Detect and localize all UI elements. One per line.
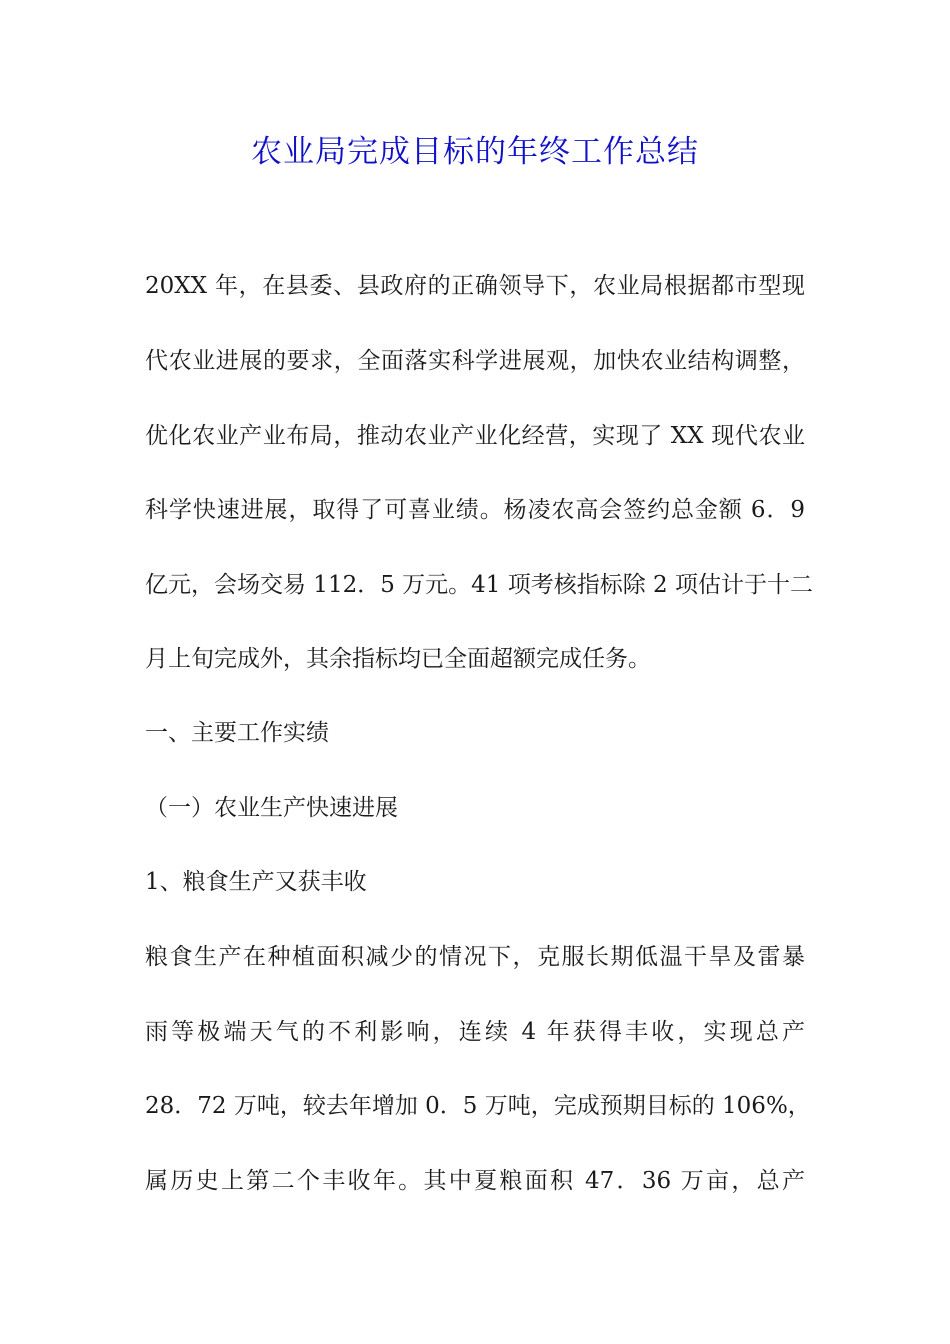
paragraph-line: 科学快速进展，取得了可喜业绩。杨凌农高会签约总金额 6．9 [145, 497, 805, 523]
paragraph-line: 亿元，会场交易 112．5 万元。41 项考核指标除 2 项估计于十二 [145, 572, 813, 598]
section-heading: 一、主要工作实绩 [145, 720, 329, 746]
paragraph-line: 20XX 年，在县委、县政府的正确领导下，农业局根据都市型现 [145, 273, 805, 299]
paragraph-line: 28．72 万吨，较去年增加 0．5 万吨，完成预期目标的 106%， [145, 1093, 811, 1119]
subsection-heading: （一）农业生产快速进展 [145, 795, 398, 821]
paragraph-line: 优化农业产业布局，推动农业产业化经营，实现了 XX 现代农业 [145, 423, 805, 449]
document-title: 农业局完成目标的年终工作总结 [251, 134, 699, 170]
paragraph-line: 粮食生产在种植面积减少的情况下，克服长期低温干旱及雷暴 [145, 944, 805, 970]
paragraph-line: 雨等极端天气的不利影响，连续 4 年获得丰收，实现总产 [145, 1019, 805, 1045]
item-heading: 1、粮食生产又获丰收 [145, 869, 367, 895]
paragraph-line: 属历史上第二个丰收年。其中夏粮面积 47．36 万亩，总产 [145, 1168, 805, 1194]
paragraph-line: 月上旬完成外，其余指标均已全面超额完成任务。 [145, 646, 651, 672]
paragraph-line: 代农业进展的要求，全面落实科学进展观，加快农业结构调整， [145, 348, 805, 374]
